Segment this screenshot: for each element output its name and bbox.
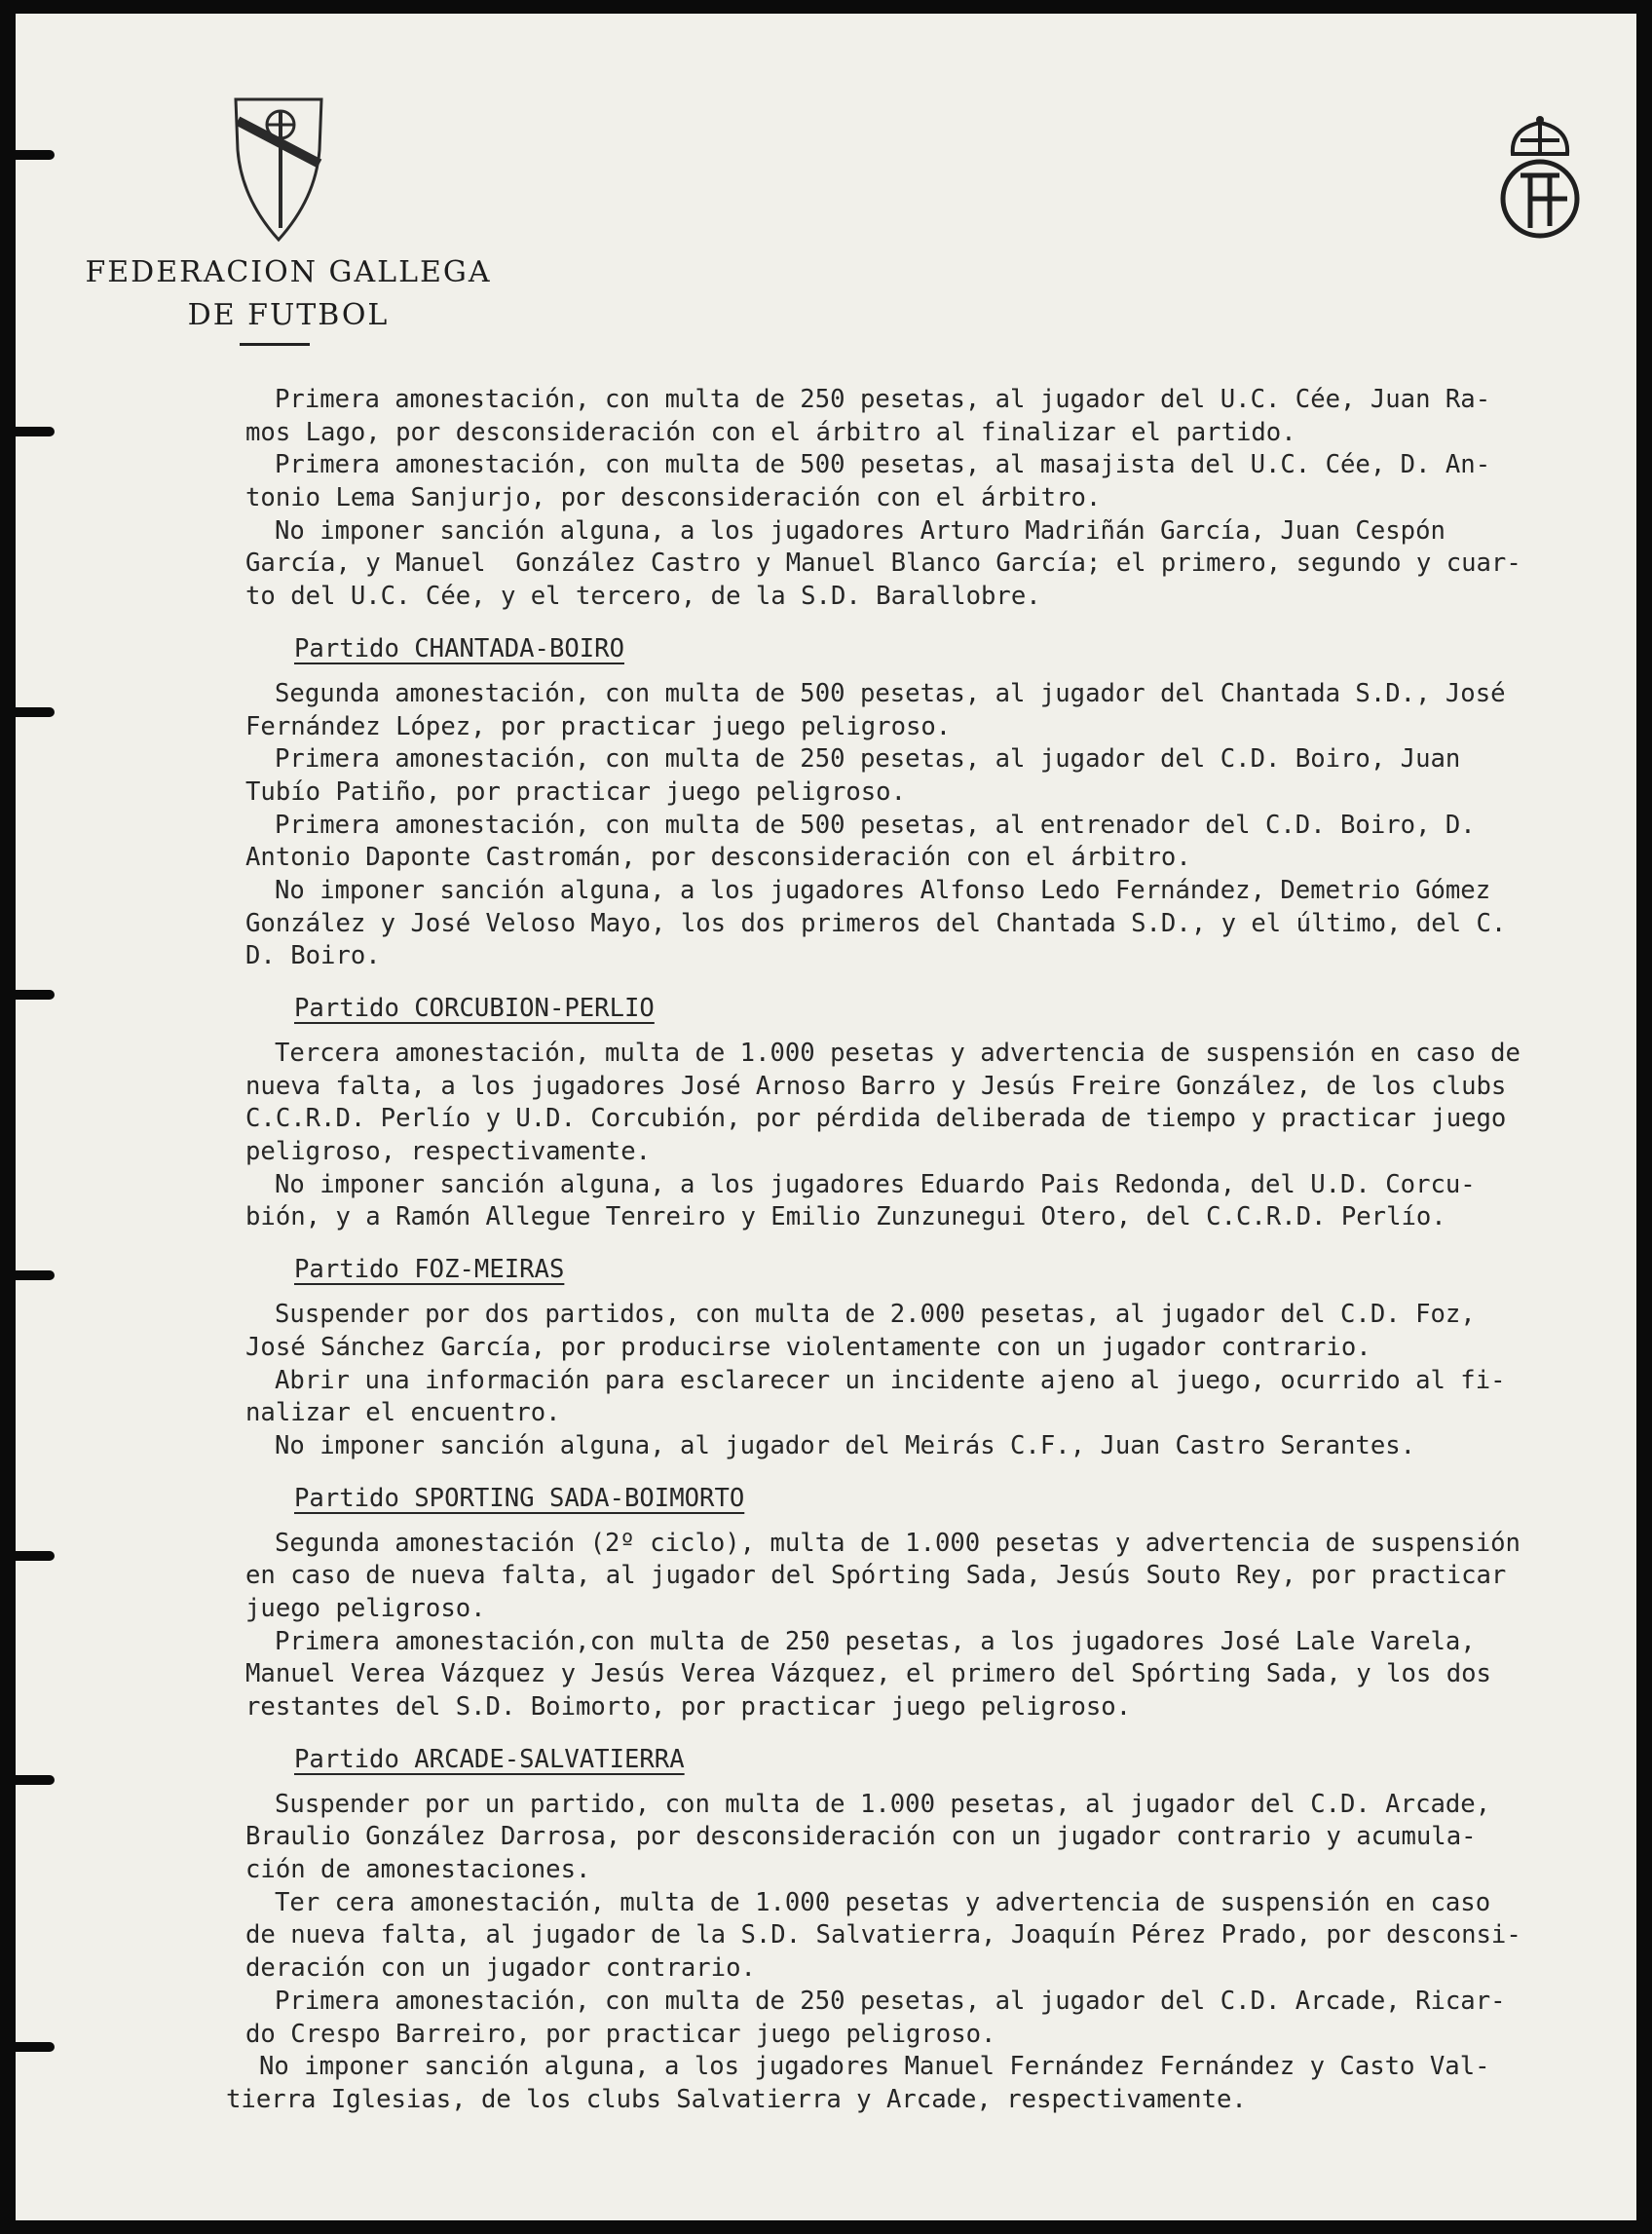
section-heading: Partido CHANTADA-BOIRO bbox=[294, 633, 624, 663]
body-text-line: D. Boiro. bbox=[245, 941, 381, 971]
body-text-line: García, y Manuel González Castro y Manuel Blanco García; el primero, segundo y cuar- bbox=[245, 549, 1521, 579]
body-text-line: Antonio Daponte Castromán, por desconsideración con el árbitro. bbox=[245, 843, 1191, 873]
body-text-line: Braulio González Darrosa, por desconsideración con un jugador contrario y acumula- bbox=[245, 1822, 1477, 1852]
body-text-line: bión, y a Ramón Allegue Tenreiro y Emilio Zunzunegui Otero, del C.C.R.D. Perlío. bbox=[245, 1202, 1446, 1232]
body-text-line: nueva falta, a los jugadores José Arnoso Barro y Jesús Freire González, de los clubs bbox=[245, 1071, 1507, 1101]
letterhead-line-2: DE FUTBOL bbox=[187, 298, 390, 332]
body-text-line: restantes del S.D. Boimorto, por practicar juego peligroso. bbox=[245, 1692, 1132, 1722]
body-text-line: No imponer sanción alguna, a los jugadores Alfonso Ledo Fernández, Demetrio Gómez bbox=[275, 875, 1491, 905]
body-text-line: C.C.R.D. Perlío y U.D. Corcubión, por pérdida deliberada de tiempo y practicar juego bbox=[245, 1104, 1507, 1134]
body-text-line: Primera amonestación,con multa de 250 pesetas, a los jugadores José Lale Varela, bbox=[275, 1626, 1476, 1656]
letterhead-underline bbox=[240, 343, 310, 346]
body-text-line: peligroso, respectivamente. bbox=[245, 1137, 652, 1167]
punch-hole bbox=[16, 1270, 55, 1280]
body-text-line: deración con un jugador contrario. bbox=[245, 1953, 756, 1984]
body-text-line: Primera amonestación, con multa de 250 pesetas, al jugador del C.D. Arcade, Ricar- bbox=[275, 1986, 1506, 2016]
body-text-line: Primera amonestación, con multa de 250 pesetas, al jugador del C.D. Boiro, Juan bbox=[275, 744, 1461, 775]
section-heading: Partido ARCADE-SALVATIERRA bbox=[294, 1744, 685, 1774]
punch-hole bbox=[16, 1551, 55, 1561]
body-text-line: No imponer sanción alguna, a los jugadores Arturo Madriñán García, Juan Cespón bbox=[275, 515, 1446, 546]
body-text-line: juego peligroso. bbox=[245, 1593, 486, 1623]
galician-federation-shield-logo bbox=[230, 92, 327, 247]
body-text-line: No imponer sanción alguna, a los jugadores Manuel Fernández Fernández y Casto Val- bbox=[259, 2052, 1490, 2082]
punch-hole bbox=[16, 707, 55, 717]
punch-hole bbox=[16, 990, 55, 1000]
section-heading: Partido SPORTING SADA-BOIMORTO bbox=[294, 1483, 745, 1513]
body-text-line: Ter cera amonestación, multa de 1.000 pesetas y advertencia de suspensión en caso bbox=[275, 1887, 1491, 1917]
body-text-line: tierra Iglesias, de los clubs Salvatierra y Arcade, respectivamente. bbox=[226, 2084, 1247, 2114]
punch-hole bbox=[16, 150, 55, 160]
body-text-line: tonio Lema Sanjurjo, por desconsideración con el árbitro. bbox=[245, 483, 1102, 513]
body-text-line: Segunda amonestación (2º ciclo), multa de 1.000 pesetas y advertencia de suspensión bbox=[275, 1528, 1521, 1558]
section-heading: Partido FOZ-MEIRAS bbox=[294, 1255, 565, 1285]
body-text-line: Suspender por dos partidos, con multa de 2.000 pesetas, al jugador del C.D. Foz, bbox=[275, 1300, 1476, 1330]
body-text-line: No imponer sanción alguna, a los jugadores Eduardo Pais Redonda, del U.D. Corcu- bbox=[275, 1169, 1476, 1199]
section-heading: Partido CORCUBION-PERLIO bbox=[294, 994, 655, 1023]
body-text-line: ción de amonestaciones. bbox=[245, 1855, 591, 1885]
body-text-line: Tubío Patiño, por practicar juego peligroso. bbox=[245, 776, 906, 807]
body-text-line: Suspender por un partido, con multa de 1.000 pesetas, al jugador del C.D. Arcade, bbox=[275, 1789, 1491, 1819]
body-text-line: No imponer sanción alguna, al jugador del Meirás C.F., Juan Castro Serantes. bbox=[275, 1430, 1416, 1460]
punch-hole bbox=[16, 427, 55, 436]
body-text-line: nalizar el encuentro. bbox=[245, 1398, 561, 1428]
body-text-line: Manuel Verea Vázquez y Jesús Verea Vázquez, el primero del Spórting Sada, y los dos bbox=[245, 1659, 1491, 1689]
body-text-line: Segunda amonestación, con multa de 500 pesetas, al jugador del Chantada S.D., José bbox=[275, 678, 1506, 708]
document-body bbox=[226, 384, 1636, 2117]
body-text-line: José Sánchez García, por producirse violentamente con un jugador contrario. bbox=[245, 1332, 1371, 1362]
punch-hole bbox=[16, 1775, 55, 1785]
body-text-line: en caso de nueva falta, al jugador del Spórting Sada, Jesús Souto Rey, por practicar bbox=[245, 1561, 1507, 1591]
body-text-line: to del U.C. Cée, y el tercero, de la S.D. Barallobre. bbox=[245, 582, 1041, 612]
body-text-line: Primera amonestación, con multa de 500 pesetas, al entrenador del C.D. Boiro, D. bbox=[275, 810, 1476, 840]
document-page bbox=[16, 14, 1636, 2220]
body-text-line: Tercera amonestación, multa de 1.000 pesetas y advertencia de suspensión en caso de bbox=[275, 1039, 1521, 1068]
body-text-line: do Crespo Barreiro, por practicar juego peligroso. bbox=[245, 2019, 996, 2049]
body-text-line: Primera amonestación, con multa de 500 pesetas, al masajista del U.C. Cée, D. An- bbox=[275, 450, 1491, 480]
body-text-line: mos Lago, por desconsideración con el árbitro al finalizar el partido. bbox=[245, 417, 1296, 447]
body-text-line: de nueva falta, al jugador de la S.D. Salvatierra, Joaquín Pérez Prado, por desconsi- bbox=[245, 1920, 1521, 1950]
body-text-line: Primera amonestación, con multa de 250 pesetas, al jugador del U.C. Cée, Juan Ra- bbox=[275, 385, 1491, 414]
spanish-federation-crest-logo bbox=[1491, 115, 1589, 242]
body-text-line: Abrir una información para esclarecer un incidente ajeno al juego, ocurrido al fi- bbox=[275, 1365, 1506, 1395]
letterhead-line-1: FEDERACION GALLEGA bbox=[85, 255, 492, 289]
body-text-line: Fernández López, por practicar juego peligroso. bbox=[245, 711, 952, 741]
body-text-line: González y José Veloso Mayo, los dos primeros del Chantada S.D., y el último, del C. bbox=[245, 908, 1507, 938]
punch-hole bbox=[16, 2042, 55, 2052]
letterhead bbox=[74, 251, 503, 337]
